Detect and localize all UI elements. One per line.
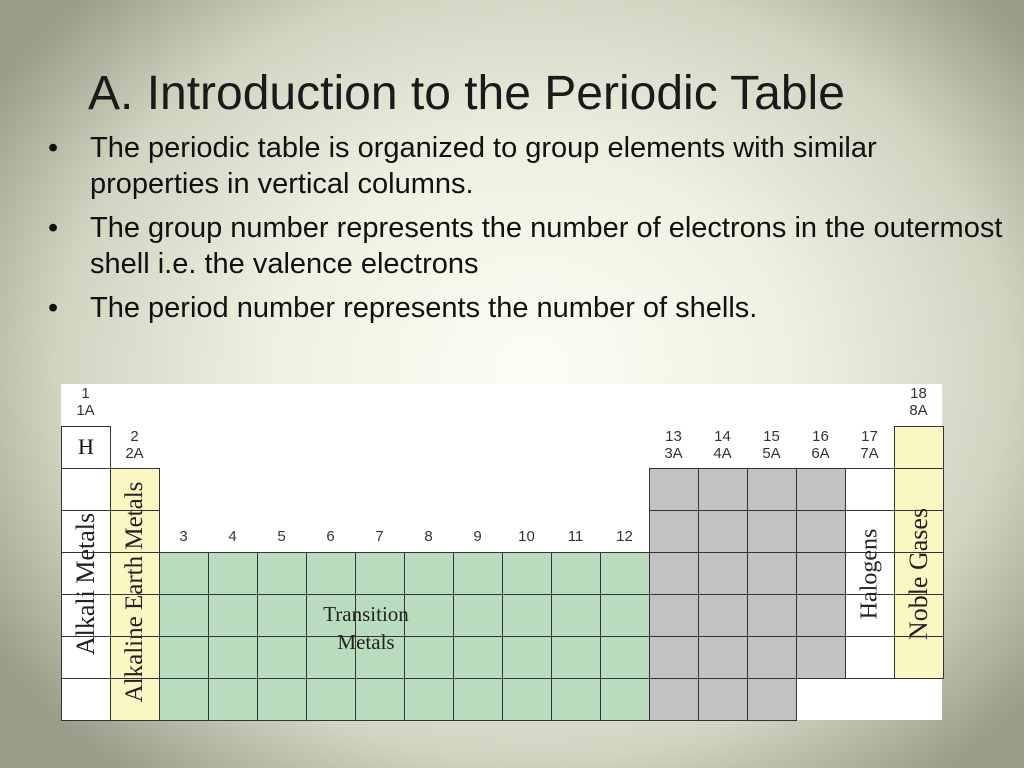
p-block-cell [649,510,699,553]
transition-cell [257,594,307,637]
p-block-cell [649,552,699,595]
transition-cell [502,678,552,721]
transition-cell [551,636,601,679]
transition-cell [159,678,209,721]
transition-cell [159,636,209,679]
hydrogen-symbol: H [78,434,94,459]
p-block-cell [747,468,797,511]
transition-cell [600,636,650,679]
transition-cell [453,636,503,679]
slide-title: A. Introduction to the Periodic Table [88,67,845,120]
p-block-cell [796,594,846,637]
group-label: 16 6A [811,428,830,462]
group-label: 17 7A [860,428,879,462]
alkali-cell [61,678,111,721]
bullet-dot: • [48,292,59,324]
group-label: 18 8A [909,385,928,419]
group-label: 10 [518,528,535,545]
bullet-item [48,210,1008,282]
alkali-metals-label: Alkali Metals [71,512,100,656]
group-label: 8 [424,528,433,545]
group-label: 7 [375,528,384,545]
transition-cell [453,594,503,637]
p-block-cell [796,468,846,511]
group-label: 4 [228,528,237,545]
p-block-cell [649,594,699,637]
transition-cell [306,552,356,595]
p-block-cell [649,468,699,511]
group-label: 3 [179,528,188,545]
noble-gas-cell [894,468,944,511]
transition-cell [502,636,552,679]
transition-cell [208,636,258,679]
transition-cell [208,678,258,721]
group-label: 12 [616,528,633,545]
noble-gas-cell [894,426,944,469]
bullet-text: The period number represents the number of shells. [90,292,758,324]
p-block-cell [698,510,748,553]
group-label: 5 [277,528,286,545]
alkaline-earth-metals-label: Alkaline Earth Metals [121,481,148,703]
p-block-cell [747,552,797,595]
group-label: 11 [567,528,584,545]
p-block-cell [698,636,748,679]
periodic-table-diagram [61,384,942,720]
transition-cell [404,678,454,721]
bullet-text: The periodic table is organized to group elements with similar properties in vertical columns. [90,132,877,200]
transition-cell [502,594,552,637]
transition-cell [208,594,258,637]
transition-cell [355,678,405,721]
group-label: 14 4A [713,428,732,462]
transition-label-line: Metals [337,630,395,654]
group-label: 9 [473,528,482,545]
p-block-cell [796,510,846,553]
transition-cell [306,678,356,721]
transition-metals-label [301,600,431,656]
transition-cell [159,552,209,595]
p-block-cell [649,636,699,679]
transition-cell [551,552,601,595]
p-block-cell [698,594,748,637]
p-block-cell [796,636,846,679]
bullet-item [48,130,1008,202]
p-block-cell [698,678,748,721]
transition-cell [404,552,454,595]
halogen-cell [845,468,895,511]
bullet-item [48,290,1008,326]
p-block-cell [747,594,797,637]
transition-cell [257,636,307,679]
halogens-label: Halogens [856,528,883,620]
p-block-cell [747,678,797,721]
p-block-cell [649,678,699,721]
group-label: 1 1A [76,385,95,419]
transition-label-line: Transition [323,602,409,626]
group-label: 15 5A [762,428,781,462]
transition-cell [257,552,307,595]
bullet-text: The group number represents the number of electrons in the outermost shell i.e. the valence electrons [90,212,1003,280]
p-block-cell [698,468,748,511]
transition-cell [208,552,258,595]
transition-cell [551,594,601,637]
transition-cell [159,594,209,637]
transition-cell [600,678,650,721]
noble-gases-label: Noble Gases [904,507,933,641]
p-block-cell [698,552,748,595]
group-label: 6 [326,528,335,545]
transition-cell [600,594,650,637]
transition-cell [600,552,650,595]
transition-cell [453,552,503,595]
halogen-cell [845,636,895,679]
alkali-cell [61,468,111,511]
group-label: 2 2A [125,428,144,462]
p-block-cell [747,636,797,679]
bullet-list [48,130,1008,334]
transition-cell [551,678,601,721]
group-label: 13 3A [664,428,683,462]
bullet-dot: • [48,132,59,164]
transition-cell [257,678,307,721]
p-block-cell [796,552,846,595]
transition-cell [453,678,503,721]
transition-cell [502,552,552,595]
p-block-cell [747,510,797,553]
noble-gas-cell [894,636,944,679]
bullet-dot: • [48,212,59,244]
transition-cell [355,552,405,595]
